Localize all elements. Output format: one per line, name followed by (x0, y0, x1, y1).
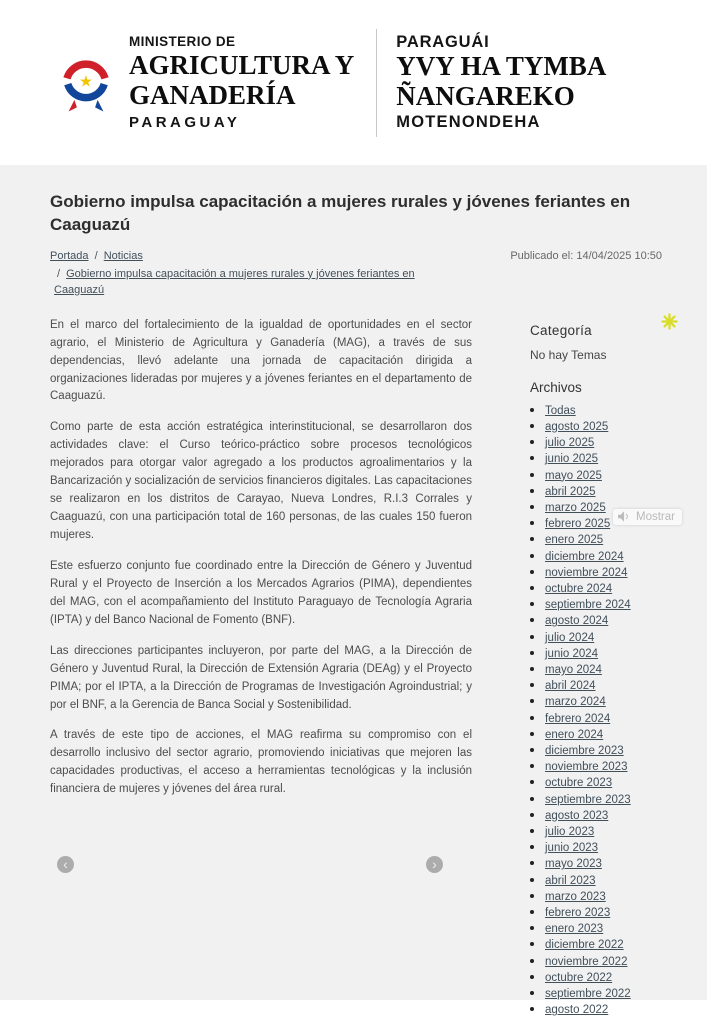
archive-link[interactable]: agosto 2022 (545, 1004, 609, 1017)
content-columns (50, 317, 675, 1019)
archive-list-item (545, 890, 682, 903)
archive-list-item (545, 404, 682, 417)
page-title: Gobierno impulsa capacitación a mujeres rurales y jóvenes feriantes en Caaguazú (50, 192, 631, 234)
ministry-superline: MINISTERIO DE (129, 33, 236, 49)
archive-list-item (545, 566, 682, 579)
archive-link[interactable]: diciembre 2023 (545, 744, 624, 757)
archive-link[interactable]: mayo 2025 (545, 469, 602, 482)
archive-link[interactable]: junio 2024 (545, 647, 599, 660)
archive-list-item (545, 1003, 682, 1016)
archive-link[interactable]: enero 2025 (545, 534, 604, 547)
archives-list (530, 404, 682, 1017)
archive-link[interactable]: julio 2023 (545, 825, 595, 838)
archive-link[interactable]: octubre 2024 (545, 582, 613, 595)
readspeaker-label: Mostrar (636, 510, 675, 523)
archive-link[interactable]: octubre 2022 (545, 971, 613, 984)
archive-link[interactable]: septiembre 2023 (545, 793, 631, 806)
archive-link[interactable]: enero 2024 (545, 728, 604, 741)
archive-list-item (545, 841, 682, 854)
archive-list-item (545, 598, 682, 611)
readspeaker-listen-button[interactable] (613, 509, 682, 525)
archive-link[interactable]: diciembre 2022 (545, 939, 624, 952)
archive-list-item (545, 452, 682, 465)
archive-link[interactable]: diciembre 2024 (545, 550, 624, 563)
article-paragraph: A través de este tipo de acciones, el MAG reafirma su compromiso con el desarrollo inclusivo del sector agrario, promoviendo iniciativas que mejoren las capacidades productivas, el acceso a herramientas tecnológicas y la inclusión financiera de mujeres y jóvenes del área rural. (50, 729, 472, 796)
svg-text:★: ★ (78, 73, 94, 91)
archive-list-item (545, 614, 682, 627)
archive-link[interactable]: agosto 2023 (545, 809, 609, 822)
archive-list-item (545, 420, 682, 433)
archive-list-item (545, 857, 682, 870)
carousel-prev-button[interactable] (57, 856, 74, 873)
archive-list-item (545, 631, 682, 644)
archive-link[interactable]: julio 2025 (545, 437, 595, 450)
category-heading: Categoría (530, 322, 592, 338)
accessibility-asterisk-icon[interactable] (661, 313, 678, 330)
archive-link[interactable]: marzo 2025 (545, 501, 606, 514)
main-content (0, 165, 707, 1017)
ministry-wordmark (129, 34, 354, 131)
guarani-line3: ÑANGAREKO (396, 81, 575, 111)
archive-link[interactable]: agosto 2024 (545, 615, 609, 628)
chevron-right-icon: › (432, 855, 437, 872)
archive-list-item (545, 469, 682, 482)
archive-list-item (545, 987, 682, 1000)
guarani-wordmark (396, 33, 606, 131)
breadcrumb-current-link[interactable]: Gobierno impulsa capacitación a mujeres rurales y jóvenes feriantes en Caaguazú (54, 267, 415, 296)
guarani-line4: MOTENONDEHA (396, 112, 541, 131)
speaker-icon (618, 511, 631, 522)
ministry-country: PARAGUAY (129, 114, 241, 132)
archive-list-item (545, 922, 682, 935)
archive-link[interactable]: mayo 2024 (545, 663, 602, 676)
site-header (0, 0, 707, 165)
archive-link[interactable]: noviembre 2023 (545, 761, 628, 774)
archive-list-item (545, 663, 682, 676)
guarani-line1: PARAGUÁI (396, 33, 490, 52)
archive-link[interactable]: agosto 2025 (545, 420, 609, 433)
archive-link[interactable]: noviembre 2022 (545, 955, 628, 968)
archive-link[interactable]: julio 2024 (545, 631, 595, 644)
archive-link[interactable]: Todas (545, 404, 576, 417)
coat-of-arms-icon (57, 45, 115, 115)
archive-link[interactable]: abril 2024 (545, 680, 596, 693)
chevron-left-icon: ‹ (63, 855, 68, 872)
article-paragraph: En el marco del fortalecimiento de la igualdad de oportunidades en el sector agrario, el Ministerio de Agricultura y Ganadería (MAG), a través de sus dependencias, llevó adelante una jornada de capacitación dirigida a organizaciones lideradas por mujeres y a jóvenes feriantes en el departamento de Caaguazú. (50, 318, 472, 403)
archive-link[interactable]: noviembre 2024 (545, 566, 628, 579)
archive-list-item (545, 712, 682, 725)
archive-list-item (545, 760, 682, 773)
breadcrumb-section-link[interactable]: Noticias (103, 249, 143, 262)
archive-list-item (545, 679, 682, 692)
breadcrumb (50, 249, 465, 299)
carousel-next-button[interactable] (426, 856, 443, 873)
archive-list-item (545, 744, 682, 757)
archive-list-item (545, 809, 682, 822)
archive-list-item (545, 955, 682, 968)
mag-logo[interactable] (57, 45, 115, 120)
archive-list-item (545, 485, 682, 498)
article-paragraph: Como parte de esta acción estratégica interinstitucional, se desarrollaron dos actividades clave: el Curso teórico-práctico sobre procesos tecnológicos mejorados para otorgar valor agregado a los productos agroalimentarios y la Bancarización y socialización de servicios financieros digitales. Las capacitaciones se realizaron en los distritos de Carayao, Nueva Londres, R.I.3 Corrales y Caaguazú, con una participación total de 160 personas, de las cuales 150 fueron mujeres. (50, 421, 472, 541)
archives-heading: Archivos (530, 379, 582, 395)
archive-list-item (545, 550, 682, 563)
archive-list-item (545, 728, 682, 741)
archive-list-item (545, 776, 682, 789)
archive-link[interactable]: junio 2023 (545, 842, 599, 855)
published-date: Publicado el: 14/04/2025 10:50 (510, 249, 662, 262)
guarani-line2: YVY HA TYMBA (396, 51, 607, 82)
archive-link[interactable]: febrero 2023 (545, 906, 611, 919)
archive-list-item (545, 971, 682, 984)
archive-link[interactable]: enero 2023 (545, 923, 604, 936)
breadcrumb-separator: / (94, 249, 98, 262)
archive-link[interactable]: septiembre 2022 (545, 988, 631, 1000)
archive-link[interactable]: marzo 2024 (545, 696, 606, 709)
archive-link[interactable]: junio 2025 (545, 453, 599, 466)
archive-list-item (545, 825, 682, 838)
ministry-name-line1: AGRICULTURA Y (129, 49, 355, 80)
archive-list-item (545, 938, 682, 951)
archive-link[interactable]: febrero 2024 (545, 712, 611, 725)
header-divider (376, 29, 377, 137)
archive-link[interactable]: septiembre 2024 (545, 599, 631, 612)
category-empty-text: No hay Temas (530, 347, 607, 362)
article-meta (50, 249, 662, 299)
article-paragraph: Este esfuerzo conjunto fue coordinado entre la Dirección de Género y Juventud Rural y el Proyecto de Inserción a los Mercados Agrarios (PIMA), dependientes del MAG, con el acompañamiento del Instituto Paraguayo de Tecnología Agraria (IPTA) y del Banco Nacional de Fomento (BNF). (50, 559, 472, 626)
article-body (50, 317, 472, 813)
archive-list-item (545, 874, 682, 887)
archive-link[interactable]: octubre 2023 (545, 777, 613, 790)
archive-list-item (545, 533, 682, 546)
archive-link[interactable]: marzo 2023 (545, 890, 606, 903)
breadcrumb-home-link[interactable]: Portada (50, 249, 89, 262)
sidebar (530, 317, 682, 1019)
archive-link[interactable]: febrero 2025 (545, 518, 611, 531)
archive-list-item (545, 793, 682, 806)
ministry-name-line2: GANADERÍA (129, 79, 296, 110)
archive-link[interactable]: mayo 2023 (545, 858, 602, 871)
archive-link[interactable]: abril 2025 (545, 485, 596, 498)
archive-link[interactable]: abril 2023 (545, 874, 596, 887)
breadcrumb-separator: / (57, 267, 61, 280)
archive-list-item (545, 582, 682, 595)
archive-list-item (545, 906, 682, 919)
article-paragraph: Las direcciones participantes incluyeron, por parte del MAG, a la Dirección de Género y Juventud Rural, la Dirección de Extensión Agraria (DEAg) y el Proyecto PIMA; por el IPTA, a la Dirección de Programas de Investigación Agroindustrial; y por el BNF, a la Gerencia de Banca Social y Sostenibilidad. (50, 644, 472, 711)
archive-list-item (545, 695, 682, 708)
archive-list-item (545, 436, 682, 449)
archive-list-item (545, 647, 682, 660)
